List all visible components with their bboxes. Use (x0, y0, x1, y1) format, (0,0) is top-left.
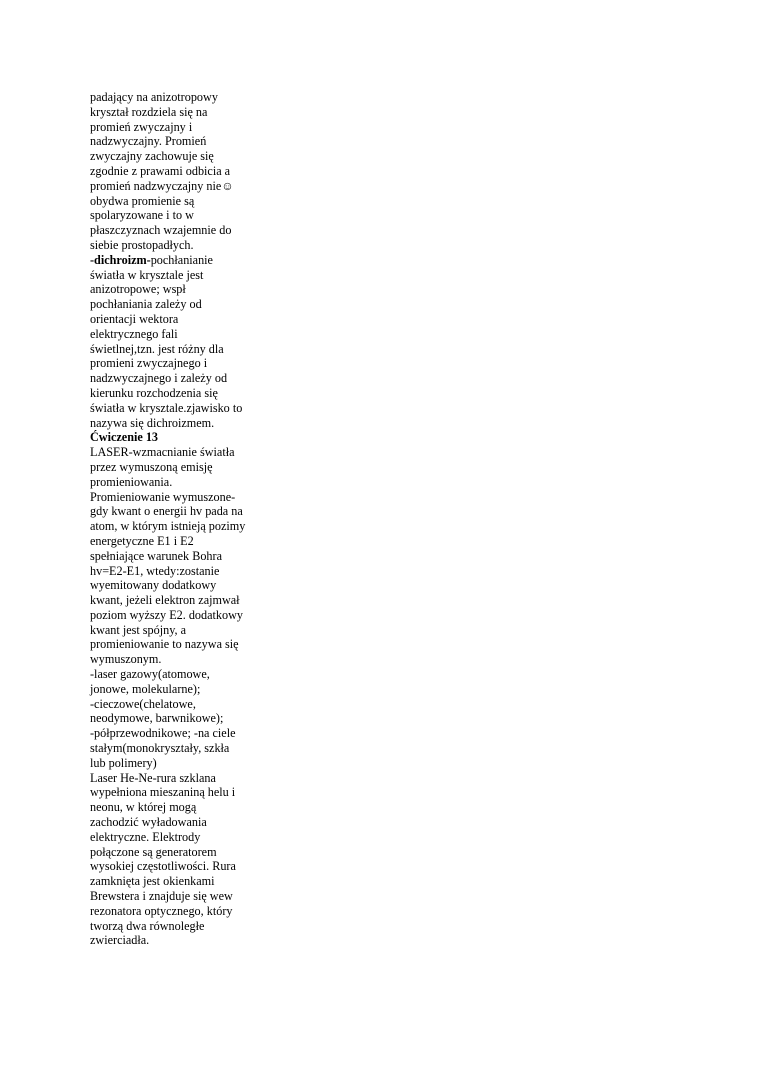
text-line: hv=E2-E1, wtedy:zostanie (90, 563, 220, 578)
text-line: wyemitowany dodatkowy (90, 578, 217, 593)
text-line: orientacji wektora (90, 311, 179, 326)
text-line: padający na anizotropowy (90, 90, 218, 104)
text-line: kryształ rozdziela się na (90, 104, 208, 119)
text-line: neonu, w której mogą (90, 800, 197, 815)
text-line: rezonatora optycznego, który (90, 903, 233, 918)
text-line: promień nadzwyczajny nie☺ (90, 178, 234, 193)
text-line: obydwa promienie są (90, 193, 195, 208)
text-line: siebie prostopadłych. (90, 237, 194, 252)
text-line (90, 253, 265, 268)
text-line: neodymowe, barwnikowe); (90, 711, 224, 726)
text-line: gdy kwant o energii hv pada na (90, 504, 243, 519)
text-line: zachodzić wyładowania (90, 815, 207, 830)
text-line: promień zwyczajny i (90, 119, 193, 134)
text-line: zamknięta jest okienkami (90, 874, 215, 889)
text-line: światła w krysztale.zjawisko to (90, 400, 243, 415)
text-line: anizotropowe; wspł (90, 282, 186, 297)
text-line: zwierciadła. (90, 933, 150, 948)
text-line: Laser He-Ne-rura szklana (90, 770, 216, 785)
text-line: promieniowania. (90, 474, 173, 489)
text-line: poziom wyższy E2. dodatkowy (90, 607, 243, 622)
text-line: świetlnej,tzn. jest różny dla (90, 341, 224, 356)
text-line: płaszczyznach wzajemnie do (90, 223, 232, 238)
text-line: zwyczajny zachowuje się (90, 149, 214, 164)
laser-paragraph (90, 445, 265, 948)
text-line: nadzwyczajnego i zależy od (90, 371, 228, 386)
text-line: promieni zwyczajnego i (90, 356, 208, 371)
text-line: Brewstera i znajduje się wew (90, 889, 233, 904)
dichroism-term: -dichroizm- (90, 252, 151, 267)
text-line: wysokiej częstotliwości. Rura (90, 859, 236, 874)
text-line: -półprzewodnikowe; -na ciele (90, 726, 236, 741)
dichroism-paragraph (90, 253, 265, 431)
text-line: spolaryzowane i to w (90, 208, 194, 223)
text-line: jonowe, molekularne); (90, 681, 201, 696)
text-line: przez wymuszoną emisję (90, 459, 213, 474)
text-line: -cieczowe(chelatowe, (90, 696, 196, 711)
intro-paragraph (90, 90, 265, 253)
text-line: kwant jest spójny, a (90, 622, 187, 637)
text-line: zgodnie z prawami odbicia a (90, 163, 231, 178)
dichroism-definition-start: pochłanianie (150, 252, 213, 267)
text-line: wymuszonym. (90, 652, 162, 667)
text-line: elektrycznego fali (90, 326, 178, 341)
section-heading: Ćwiczenie 13 (90, 430, 159, 445)
text-line: nadzwyczajny. Promień (90, 134, 207, 149)
text-line: kierunku rozchodzenia się (90, 385, 218, 400)
text-line: światła w krysztale jest (90, 267, 204, 282)
text-line: tworzą dwa równoległe (90, 918, 205, 933)
text-line: połączone są generatorem (90, 844, 217, 859)
text-line: LASER-wzmacnianie światła (90, 445, 235, 460)
text-line: nazywa się dichroizmem. (90, 415, 215, 430)
text-line: pochłaniania zależy od (90, 297, 202, 312)
text-line: lub polimery) (90, 755, 157, 770)
text-line: stałym(monokryształy, szkła (90, 741, 230, 756)
text-line: kwant, jeżeli elektron zajmwał (90, 593, 240, 608)
text-line: energetyczne E1 i E2 (90, 533, 194, 548)
text-line: wypełniona mieszaniną helu i (90, 785, 236, 800)
text-line: Promieniowanie wymuszone- (90, 489, 236, 504)
text-line: spełniające warunek Bohra (90, 548, 222, 563)
text-line: -laser gazowy(atomowe, (90, 667, 210, 682)
text-column (90, 90, 265, 948)
text-line: atom, w którym istnieją pozimy (90, 519, 246, 534)
text-line: promieniowanie to nazywa się (90, 637, 239, 652)
text-line: elektryczne. Elektrody (90, 829, 201, 844)
